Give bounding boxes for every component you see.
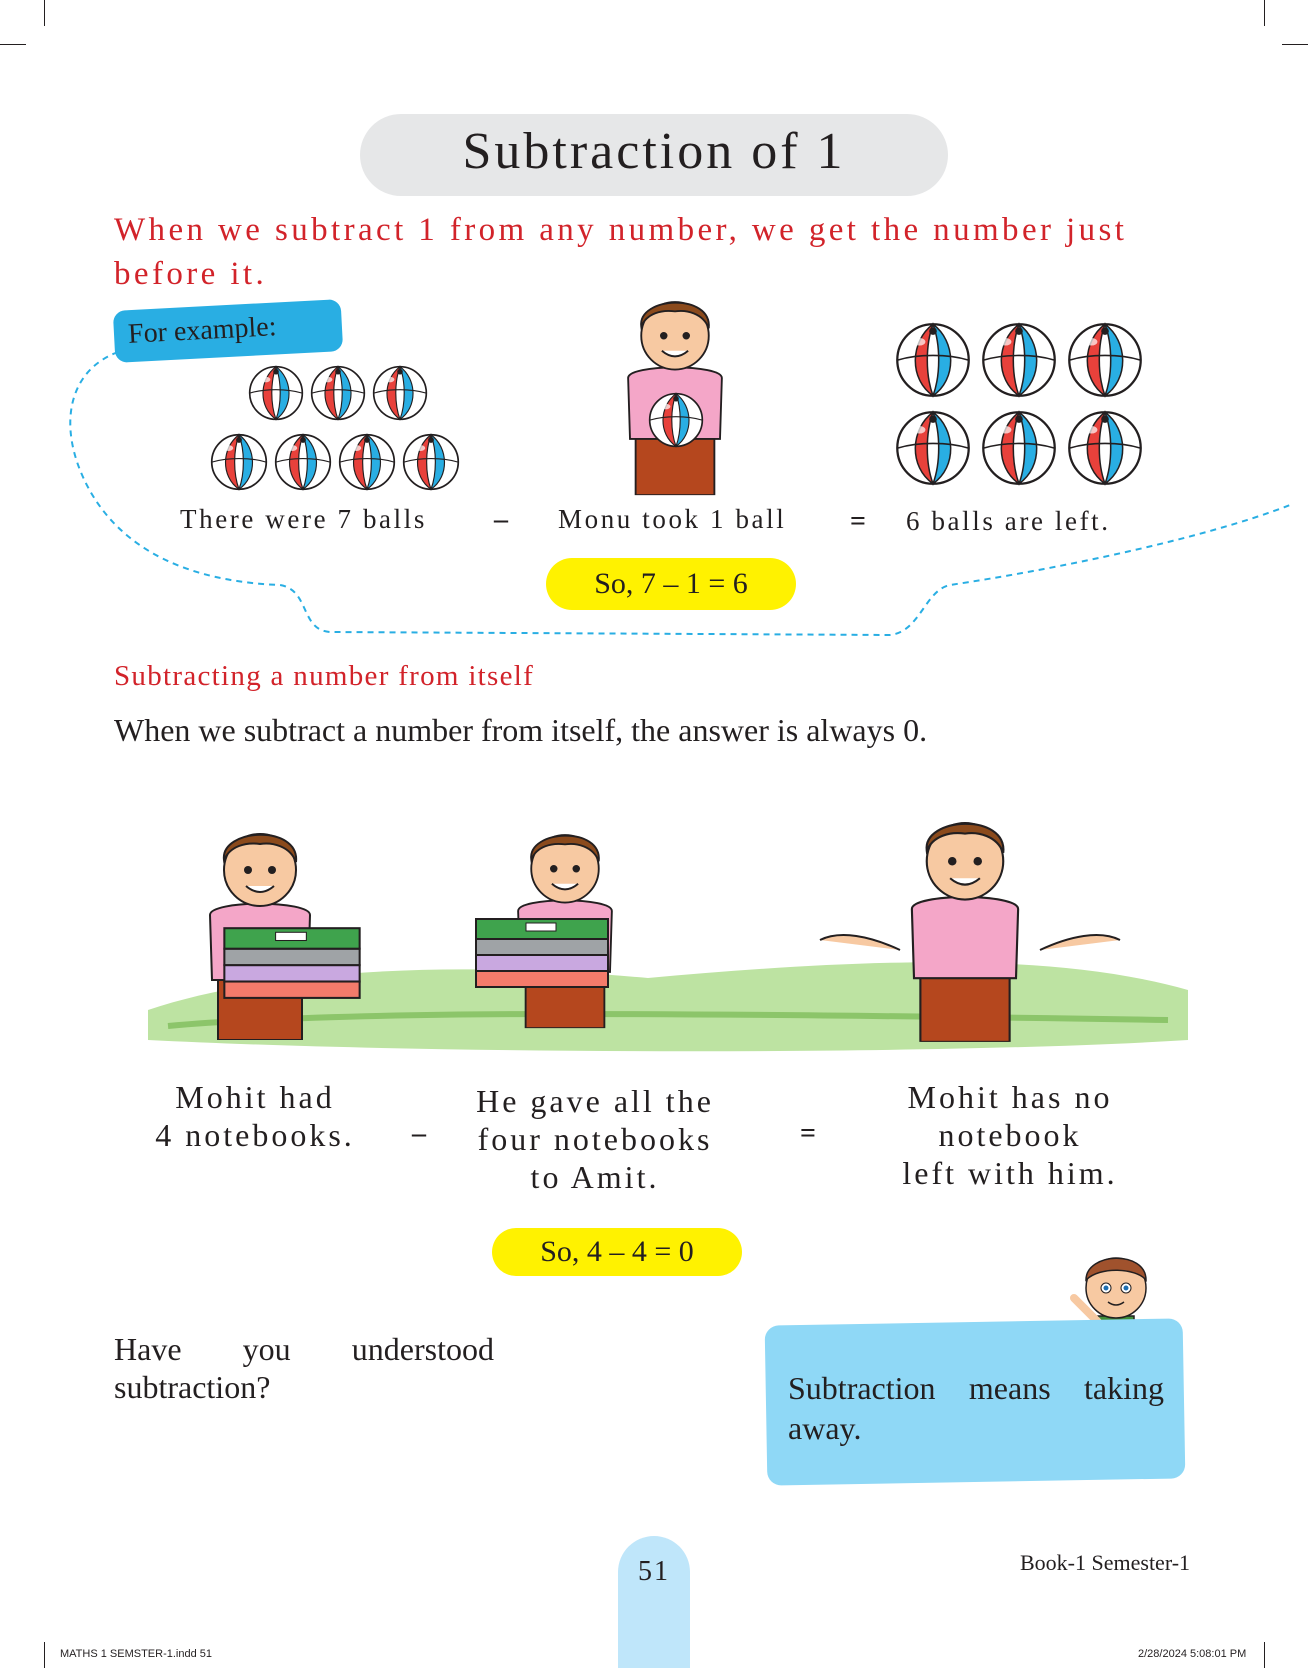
caption-gave-all	[450, 1082, 740, 1196]
caption-line: Mohit had	[175, 1079, 335, 1115]
bubble-text: Subtraction means taking away.	[788, 1370, 1164, 1446]
page-title: Subtraction of 1	[462, 123, 846, 180]
book-label: Book-1 Semester-1	[1020, 1550, 1191, 1575]
minus-sign: –	[494, 504, 508, 535]
caption-line: left with him.	[902, 1155, 1118, 1191]
section-sentence: When we subtract a number from itself, the answer is always 0.	[114, 712, 928, 748]
crop-mark-br-v	[1264, 1642, 1265, 1668]
caption-there-were: There were 7 balls	[180, 504, 427, 534]
equals-sign: =	[850, 506, 866, 537]
beach-ball-icon	[1067, 322, 1143, 398]
rule-text: When we subtract 1 from any number, we get the number just before it.	[114, 212, 1128, 292]
beach-ball-icon	[248, 365, 304, 421]
minus-sign: –	[412, 1118, 426, 1149]
beach-ball-icon	[338, 433, 396, 491]
example-label: For example:	[127, 311, 278, 350]
beach-ball-icon	[648, 392, 704, 448]
beach-ball-icon	[310, 365, 366, 421]
caption-line: 4 notebooks.	[155, 1117, 355, 1153]
equals-sign: =	[800, 1118, 816, 1149]
caption-line: four notebooks	[477, 1121, 713, 1157]
seven-balls-group	[210, 365, 470, 500]
caption-line: notebook	[938, 1117, 1082, 1153]
beach-ball-icon	[210, 433, 268, 491]
slug-date: 2/28/2024 5:08:01 PM	[1138, 1648, 1247, 1660]
notebook-stack	[218, 920, 366, 1002]
caption-mohit-had	[130, 1078, 380, 1154]
crop-mark-bl-v	[44, 1642, 45, 1668]
beach-ball-icon	[1067, 410, 1143, 486]
result-pill-2: So, 4 – 4 = 0	[492, 1228, 742, 1276]
open-hands	[810, 910, 1130, 970]
caption-has-no	[870, 1078, 1150, 1192]
beach-ball-icon	[981, 410, 1057, 486]
caption-line: Mohit has no	[907, 1079, 1113, 1115]
question-text: Have you understood subtraction?	[114, 1331, 494, 1405]
page-number: 51	[638, 1556, 670, 1587]
section-heading: Subtracting a number from itself	[114, 660, 535, 692]
caption-line: to Amit.	[530, 1159, 660, 1195]
caption-monu-took: Monu took 1 ball	[558, 504, 787, 534]
caption-line: He gave all the	[476, 1083, 714, 1119]
beach-ball-icon	[372, 365, 428, 421]
beach-ball-icon	[981, 322, 1057, 398]
beach-ball-icon	[402, 433, 460, 491]
beach-ball-icon	[895, 410, 971, 486]
result-pill-1: So, 7 – 1 = 6	[546, 558, 796, 610]
slug-file: MATHS 1 SEMSTER-1.indd 51	[60, 1648, 213, 1660]
six-balls-group	[895, 322, 1145, 487]
beach-ball-icon	[895, 322, 971, 398]
notebook-stack	[472, 910, 612, 992]
beach-ball-icon	[274, 433, 332, 491]
caption-balls-left: 6 balls are left.	[906, 506, 1111, 536]
